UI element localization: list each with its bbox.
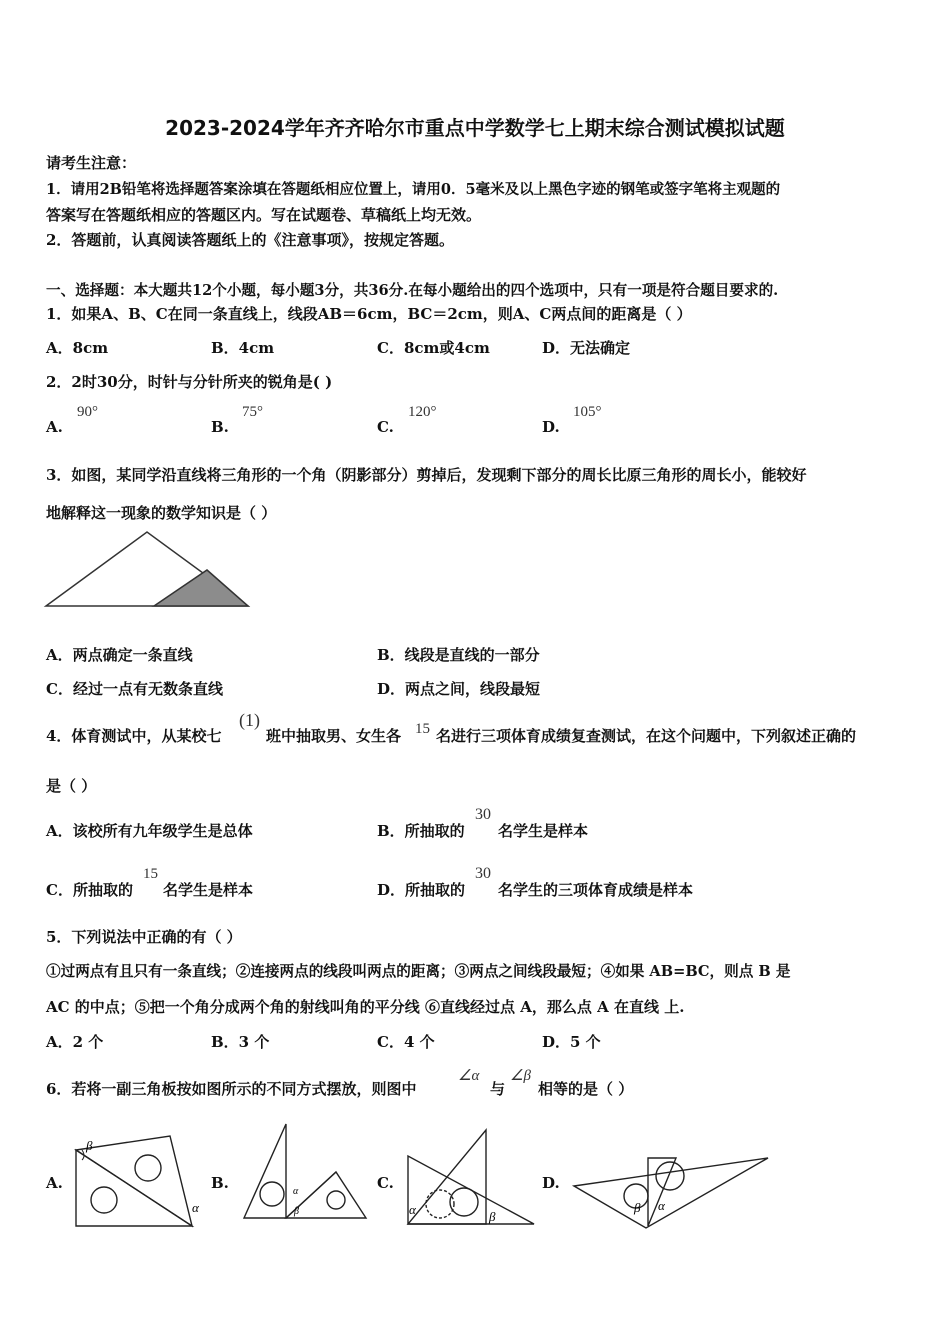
q2-stem: 2．2时30分，时针与分针所夹的锐角是( ): [46, 373, 333, 391]
q2-value-b: 75°: [242, 404, 263, 420]
q5-statements-line-2: AC 的中点；⑤把一个角分成两个角的射线叫角的平分线 ⑥直线经过点 A，那么点 A 在直线 上.: [46, 998, 685, 1016]
q2-label-d: D.: [542, 418, 560, 436]
q2-value-c: 120°: [408, 404, 437, 420]
q5-option-d: D．5 个: [542, 1033, 601, 1051]
notice-line-1b: 答案写在答题纸相应的答题区内。写在试题卷、草稿纸上均无效。: [46, 206, 482, 224]
q4-stem-b: 班中抽取男、女生各: [266, 727, 402, 745]
q6-c-alpha: α: [409, 1202, 416, 1217]
q6-stem-a: 6．若将一副三角板按如图所示的不同方式摆放，则图中: [46, 1080, 417, 1098]
q1-option-d: D．无法确定: [542, 339, 631, 357]
q6-label-d: D.: [542, 1174, 560, 1192]
q3-option-a: A．两点确定一条直线: [46, 646, 193, 664]
q4-number-15: 15: [415, 721, 430, 737]
q6-figure-c: [406, 1128, 536, 1226]
q4-stem-c: 名进行三项体育成绩复查测试，在这个问题中，下列叙述正确的: [436, 727, 857, 745]
page-title: 2023-2024学年齐齐哈尔市重点中学数学七上期末综合测试模拟试题: [165, 116, 785, 140]
q3-option-b: B．线段是直线的一部分: [377, 646, 540, 664]
q1-option-c: C．8cm或4cm: [377, 339, 490, 357]
q6-label-b: B.: [211, 1174, 229, 1192]
q4-option-d-prefix: D．所抽取的: [377, 881, 466, 899]
q4-option-c-number: 15: [143, 866, 158, 882]
q4-class-number: (1): [239, 710, 260, 730]
q6-label-a: A.: [46, 1174, 63, 1192]
q4-option-d-suffix: 名学生的三项体育成绩是样本: [498, 881, 694, 899]
q6-figure-b: [242, 1122, 372, 1220]
q5-option-c: C．4 个: [377, 1033, 435, 1051]
q4-option-b-number: 30: [475, 806, 491, 823]
q1-option-a: A．8cm: [46, 339, 109, 357]
q3-option-c: C．经过一点有无数条直线: [46, 680, 223, 698]
q4-option-a: A．该校所有九年级学生是总体: [46, 822, 253, 840]
notice-heading: 请考生注意：: [46, 154, 137, 172]
q6-a-beta: β: [86, 1138, 93, 1153]
q2-value-a: 90°: [77, 404, 98, 420]
q1-stem: 1．如果A、B、C在同一条直线上，线段AB＝6cm，BC＝2cm，则A、C两点间的距离是（ ）: [46, 305, 692, 323]
q2-label-a: A.: [46, 418, 63, 436]
q6-figure-d: [572, 1150, 772, 1230]
q6-angle-alpha: ∠α: [458, 1068, 480, 1084]
q5-option-b: B．3 个: [211, 1033, 270, 1051]
q6-stem-c: 相等的是（ ）: [538, 1080, 634, 1098]
section-heading: 一、选择题：本大题共12个小题，每小题3分，共36分.在每小题给出的四个选项中，只有一项是符合题目要求的.: [46, 282, 779, 299]
q6-figure-a: [74, 1134, 204, 1228]
q5-statements-line-1: ①过两点有且只有一条直线；②连接两点的线段叫两点的距离；③两点之间线段最短；④如果 AB=BC，则点 B 是: [46, 963, 791, 980]
q2-label-c: C.: [377, 418, 394, 436]
q5-stem: 5．下列说法中正确的有（ ）: [46, 928, 242, 946]
q6-label-c: C.: [377, 1174, 394, 1192]
q4-stem-a: 4．体育测试中，从某校七: [46, 727, 222, 745]
q4-stem-line-2: 是（ ）: [46, 777, 97, 795]
notice-line-2: 2．答题前，认真阅读答题纸上的《注意事项》，按规定答题。: [46, 231, 454, 249]
q3-triangle-figure: [44, 528, 256, 612]
q4-option-b-prefix: B．所抽取的: [377, 822, 465, 840]
q4-option-c-prefix: C．所抽取的: [46, 881, 133, 899]
q3-stem-line-1: 3．如图，某同学沿直线将三角形的一个角（阴影部分）剪掉后，发现剩下部分的周长比原三角形的周长小，能较好: [46, 466, 807, 484]
q2-value-d: 105°: [573, 404, 602, 420]
q6-c-beta: β: [489, 1209, 496, 1224]
q6-d-alpha: α: [658, 1198, 665, 1213]
q3-option-d: D．两点之间，线段最短: [377, 680, 541, 698]
q2-label-b: B.: [211, 418, 229, 436]
q4-option-b-suffix: 名学生是样本: [498, 822, 589, 840]
q3-stem-line-2: 地解释这一现象的数学知识是（ ）: [46, 504, 277, 522]
q6-a-alpha: α: [192, 1200, 199, 1215]
q6-angle-beta: ∠β: [510, 1068, 531, 1084]
q1-option-b: B．4cm: [211, 339, 275, 357]
q6-stem-b: 与: [490, 1080, 506, 1098]
q6-d-beta: β: [634, 1200, 641, 1215]
q4-option-d-number: 30: [475, 865, 491, 882]
q4-option-c-suffix: 名学生是样本: [163, 881, 254, 899]
notice-line-1a: 1．请用2B铅笔将选择题答案涂填在答题纸相应位置上，请用0．5毫米及以上黑色字迹的钢笔或签字笔将主观题的: [46, 181, 781, 198]
q6-b-beta: β: [294, 1206, 299, 1217]
q5-option-a: A．2 个: [46, 1033, 104, 1051]
q6-b-alpha: α: [293, 1186, 299, 1197]
